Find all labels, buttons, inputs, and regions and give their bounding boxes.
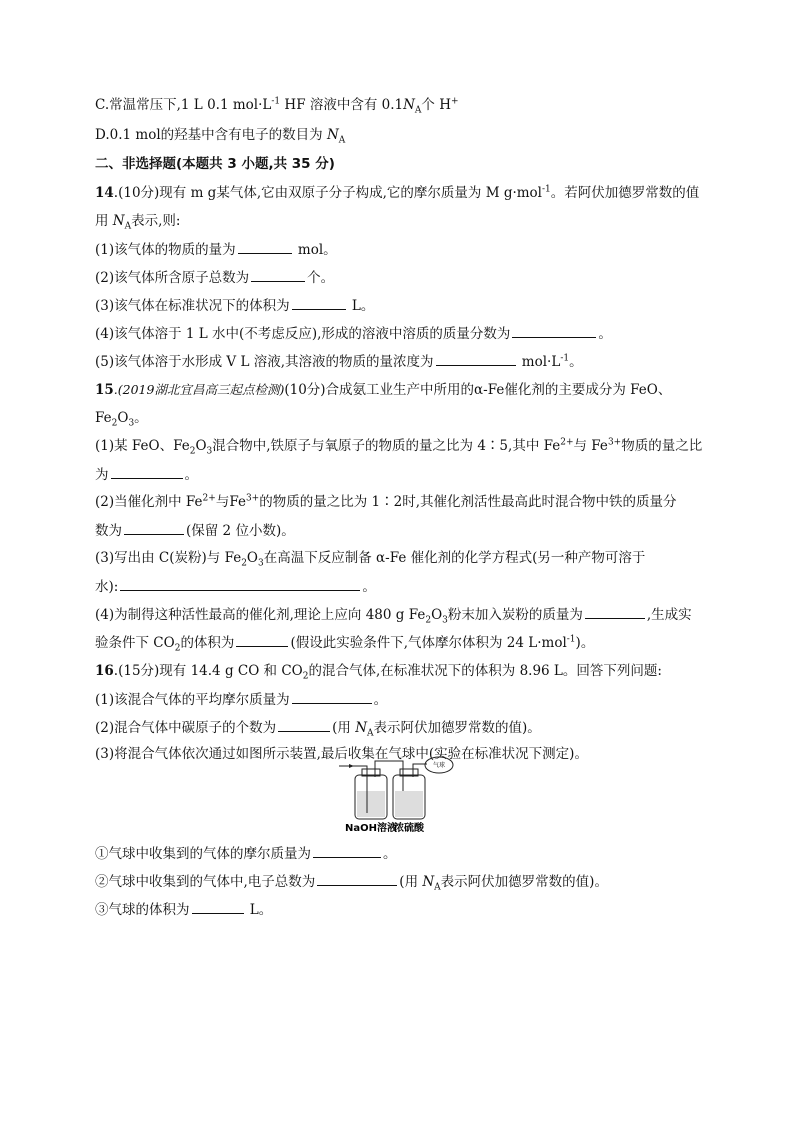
q15-part-1: (1)某 FeO、$Fe_2O_3$混合物中,铁原子与氧原子的物质的量之比为 4∶5,其中 $Fe^{2+}$与 $Fe^{3+}$物质的量之比 [95,437,703,457]
q15-part-4: (4)为制得这种活性最高的催化剂,理论上应向 480 g $Fe_2O_3$粉末加入炭粉的质量为 ,生成实 [95,607,692,626]
answer-blank[interactable] [512,324,596,338]
q16-part-1: (1)该混合气体的平均摩尔质量为 。 [95,692,388,708]
q16-stem: 16.(15分)现有 14.4 g CO 和 $CO_2$的混合气体,在标准状况下的体积为 8.96 L。回答下列问题: [95,663,662,682]
q16-sub-1: ①气球中收集到的气体的摩尔质量为 。 [95,846,397,862]
naoh-solution [357,791,385,817]
answer-blank[interactable] [436,352,516,366]
q15-part-3-cont: 水): 。 [95,579,376,595]
q15-part-1-cont: 为 。 [95,467,198,483]
q14-stem: 14.(10分)现有 m g某气体,它由双原子分子构成,它的摩尔质量为 M g·mol$^{-1}$。若阿伏加德罗常数的值 [95,184,700,201]
q16-part-2: (2)混合气体中碳原子的个数为 (用 $N_A$表示阿伏加德罗常数的值)。 [95,720,541,739]
q14-part-3: (3)该气体在标准状况下的体积为 L。 [95,298,375,314]
q16-part-3: (3)将混合气体依次通过如图所示装置,最后收集在气球中(实验在标准状况下测定)。 [95,746,588,762]
q15-part-2: (2)当催化剂中 $Fe^{2+}$与$Fe^{3+}$的物质的量之比为 1∶2时,其催化剂活性最高此时混合物中铁的质量分 [95,493,677,510]
q14-part-1: (1)该气体的物质的量为 mol。 [95,242,337,258]
answer-blank[interactable] [124,521,184,535]
answer-blank[interactable] [238,240,292,254]
q15-part-3: (3)写出由 C(炭粉)与 $Fe_2O_3$在高温下反应制备 α-Fe 催化剂的化学方程式(另一种产物可溶于 [95,550,646,569]
apparatus-figure [335,755,459,835]
answer-blank[interactable] [278,718,330,732]
answer-blank[interactable] [292,690,372,704]
section-title: 二、非选择题(本题共 3 小题,共 35 分) [95,156,335,172]
flow-arrow-icon [349,764,354,768]
option-c: C.常温常压下,1 L 0.1 $mol\cdot L^{-1}$ HF 溶液中含有 $0.1N_A$个 H+ [95,96,459,116]
q14-part-4: (4)该气体溶于 1 L 水中(不考虑反应),形成的溶液中溶质的质量分数为 。 [95,326,612,342]
answer-blank[interactable] [236,633,288,647]
q15-part-2-cont: 数为 (保留 2 位小数)。 [95,523,295,539]
q14-part-2: (2)该气体所含原子总数为 个。 [95,270,335,286]
answer-blank[interactable] [313,844,381,858]
answer-blank[interactable] [292,296,346,310]
answer-blank[interactable] [192,900,244,914]
q16-sub-3: ③气球的体积为 L。 [95,902,273,918]
answer-blank[interactable] [111,465,183,479]
q15-stem-2: $Fe_2O_3$。 [95,410,148,429]
option-d: D.0.1 mol的羟基中含有电子的数目为 $N_A$ [95,127,346,146]
answer-blank[interactable] [251,268,305,282]
acid-label: 浓硫酸 [394,823,424,834]
q14-part-5: (5)该气体溶于水形成 V L 溶液,其溶液的物质的量浓度为 $mol\cdot L^{-1}$。 [95,353,583,370]
sulfuric-acid-solution [395,791,423,817]
answer-blank[interactable] [585,605,645,619]
q15-part-4-cont: 验条件下 $CO_2$的体积为 (假设此实验条件下,气体摩尔体积为 24 L·mol$^{-1}$)。 [95,634,595,654]
naoh-label: NaOH溶液 [345,823,397,834]
q15-stem: 15.(2019湖北宜昌高三起点检测)(10分)合成氨工业生产中所用的α-Fe催化剂的主要成分为 FeO、 [95,382,672,398]
answer-blank[interactable] [120,577,360,591]
q16-sub-2: ②气球中收集到的气体中,电子总数为 (用 $N_A$表示阿伏加德罗常数的值)。 [95,874,608,893]
balloon-label: 气球 [432,762,446,769]
q14-stem-2: 用 $N_A$表示,则: [95,213,181,232]
answer-blank[interactable] [317,872,397,886]
